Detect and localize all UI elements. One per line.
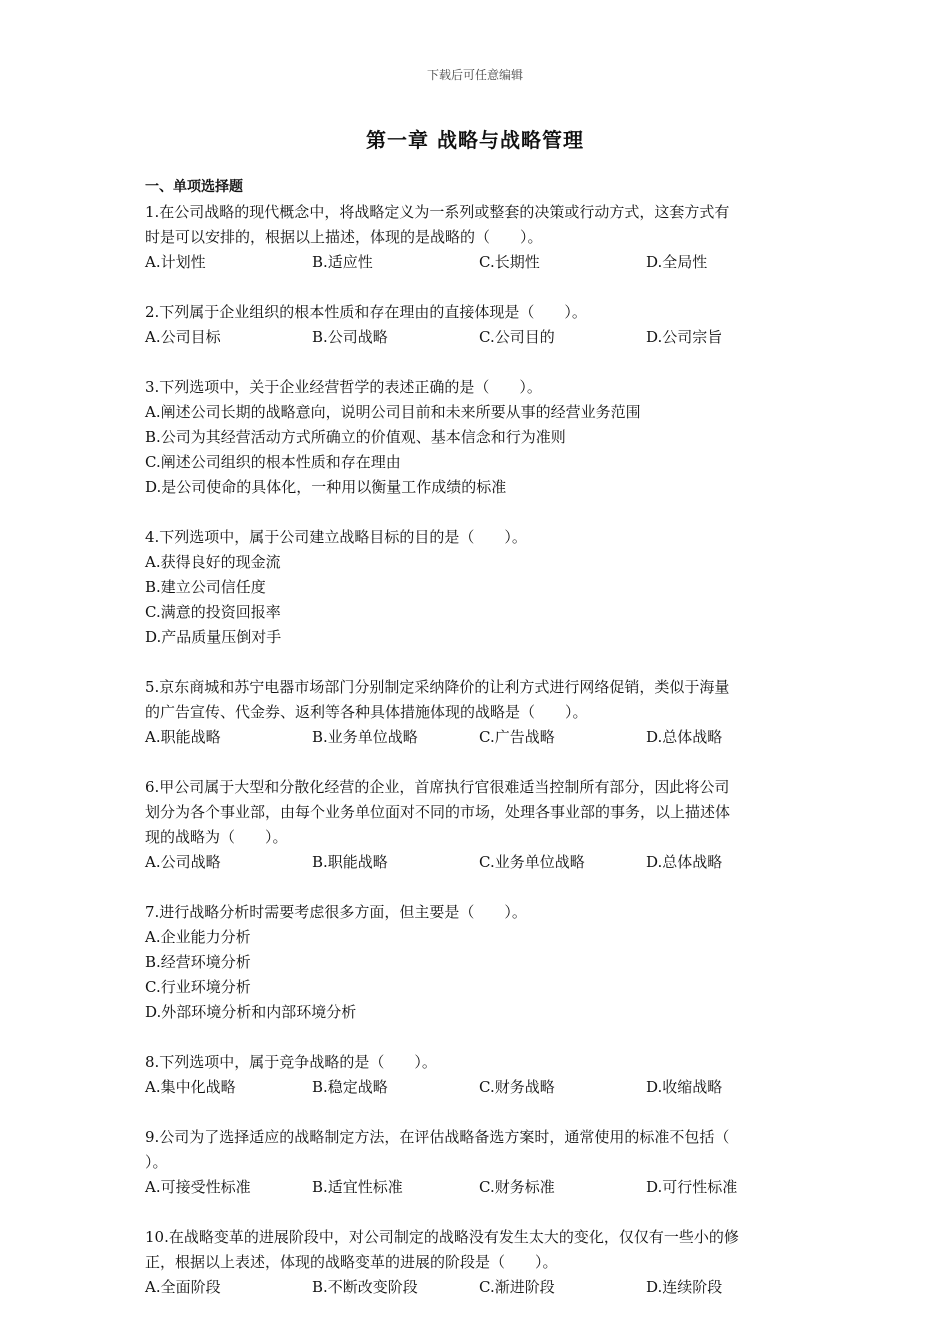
answer-option: A.阐述公司长期的战略意向，说明公司目前和未来所要从事的经营业务范围	[145, 403, 641, 421]
answer-option: A.计划性	[145, 253, 206, 271]
answer-options	[145, 1175, 810, 1200]
answer-options	[145, 925, 810, 1025]
answer-option: D.是公司使命的具体化，一种用以衡量工作成绩的标准	[145, 478, 507, 496]
answer-option: C.渐进阶段	[479, 1278, 555, 1296]
question-text: 时是可以安排的，根据以上描述，体现的是战略的（ ）。	[145, 228, 543, 246]
answer-option: C.业务单位战略	[479, 853, 585, 871]
answer-option: C.阐述公司组织的根本性质和存在理由	[145, 453, 401, 471]
answer-option: A.公司战略	[145, 853, 221, 871]
question-text: 1.在公司战略的现代概念中，将战略定义为一系列或整套的决策或行动方式，这套方式有	[145, 203, 730, 221]
answer-option: B.经营环境分析	[145, 953, 251, 971]
question-text: 6.甲公司属于大型和分散化经营的企业，首席执行官很难适当控制所有部分，因此将公司	[145, 778, 730, 796]
question-item	[145, 1050, 810, 1100]
answer-option: C.财务标准	[479, 1178, 555, 1196]
question-text: 2.下列属于企业组织的根本性质和存在理由的直接体现是（ ）。	[145, 303, 587, 321]
question-text: 10.在战略变革的进展阶段中，对公司制定的战略没有发生太大的变化，仅仅有一些小的修	[145, 1228, 739, 1246]
answer-option: B.业务单位战略	[312, 728, 418, 746]
answer-option: D.收缩战略	[646, 1078, 723, 1096]
answer-option: D.总体战略	[646, 853, 723, 871]
answer-options	[145, 850, 810, 875]
answer-option: B.建立公司信任度	[145, 578, 266, 596]
answer-option: C.行业环境分析	[145, 978, 251, 996]
question-item	[145, 525, 810, 650]
answer-option: A.可接受性标准	[145, 1178, 251, 1196]
answer-options	[145, 325, 810, 350]
section-heading: 一、单项选择题	[145, 179, 243, 195]
answer-option: C.公司目的	[479, 328, 555, 346]
answer-option: D.可行性标准	[646, 1178, 738, 1196]
answer-option: C.长期性	[479, 253, 540, 271]
answer-option: A.职能战略	[145, 728, 221, 746]
answer-option: C.满意的投资回报率	[145, 603, 281, 621]
question-text: 4.下列选项中，属于公司建立战略目标的目的是（ ）。	[145, 528, 527, 546]
question-text: 8.下列选项中，属于竞争战略的是（ ）。	[145, 1053, 437, 1071]
answer-options	[145, 550, 810, 650]
answer-options	[145, 400, 810, 500]
question-list	[145, 200, 810, 1300]
question-text: ）。	[145, 1153, 168, 1171]
question-text: 9.公司为了选择适应的战略制定方法，在评估战略备选方案时，通常使用的标准不包括（	[145, 1128, 730, 1146]
question-item	[145, 900, 810, 1025]
answer-option: D.全局性	[646, 253, 708, 271]
answer-options	[145, 250, 810, 275]
answer-option: B.适应性	[312, 253, 373, 271]
document-body	[145, 175, 810, 1325]
question-item	[145, 375, 810, 500]
question-item	[145, 1225, 810, 1300]
answer-option: A.集中化战略	[145, 1078, 236, 1096]
answer-option: D.产品质量压倒对手	[145, 628, 282, 646]
question-item	[145, 1125, 810, 1200]
question-text: 7.进行战略分析时需要考虑很多方面，但主要是（ ）。	[145, 903, 527, 921]
question-item	[145, 200, 810, 275]
chapter-title: 第一章 战略与战略管理	[366, 128, 584, 152]
answer-option: B.公司战略	[312, 328, 388, 346]
question-text: 划分为各个事业部，由每个业务单位面对不同的市场，处理各事业部的事务，以上描述体	[145, 803, 731, 821]
question-item	[145, 300, 810, 350]
answer-option: A.企业能力分析	[145, 928, 251, 946]
answer-option: B.不断改变阶段	[312, 1278, 418, 1296]
question-item	[145, 775, 810, 875]
answer-option: B.公司为其经营活动方式所确立的价值观、基本信念和行为准则	[145, 428, 566, 446]
answer-option: B.适宜性标准	[312, 1178, 403, 1196]
answer-options	[145, 1275, 810, 1300]
answer-option: D.公司宗旨	[646, 328, 723, 346]
answer-option: A.全面阶段	[145, 1278, 221, 1296]
answer-option: C.财务战略	[479, 1078, 555, 1096]
answer-option: A.获得良好的现金流	[145, 553, 281, 571]
question-text: 现的战略为（ ）。	[145, 828, 288, 846]
answer-option: D.连续阶段	[646, 1278, 723, 1296]
answer-option: D.总体战略	[646, 728, 723, 746]
question-item	[145, 675, 810, 750]
answer-option: C.广告战略	[479, 728, 555, 746]
answer-option: B.稳定战略	[312, 1078, 388, 1096]
question-text: 3.下列选项中，关于企业经营哲学的表述正确的是（ ）。	[145, 378, 542, 396]
question-text: 的广告宣传、代金券、返利等各种具体措施体现的战略是（ ）。	[145, 703, 588, 721]
question-text: 5.京东商城和苏宁电器市场部门分别制定采纳降价的让利方式进行网络促销，类似于海量	[145, 678, 730, 696]
answer-option: D.外部环境分析和内部环境分析	[145, 1003, 357, 1021]
answer-option: A.公司目标	[145, 328, 221, 346]
answer-options	[145, 725, 810, 750]
page-header: 下载后可任意编辑	[426, 68, 523, 82]
answer-option: B.职能战略	[312, 853, 388, 871]
question-text: 正，根据以上表述，体现的战略变革的进展的阶段是（ ）。	[145, 1253, 558, 1271]
answer-options	[145, 1075, 810, 1100]
